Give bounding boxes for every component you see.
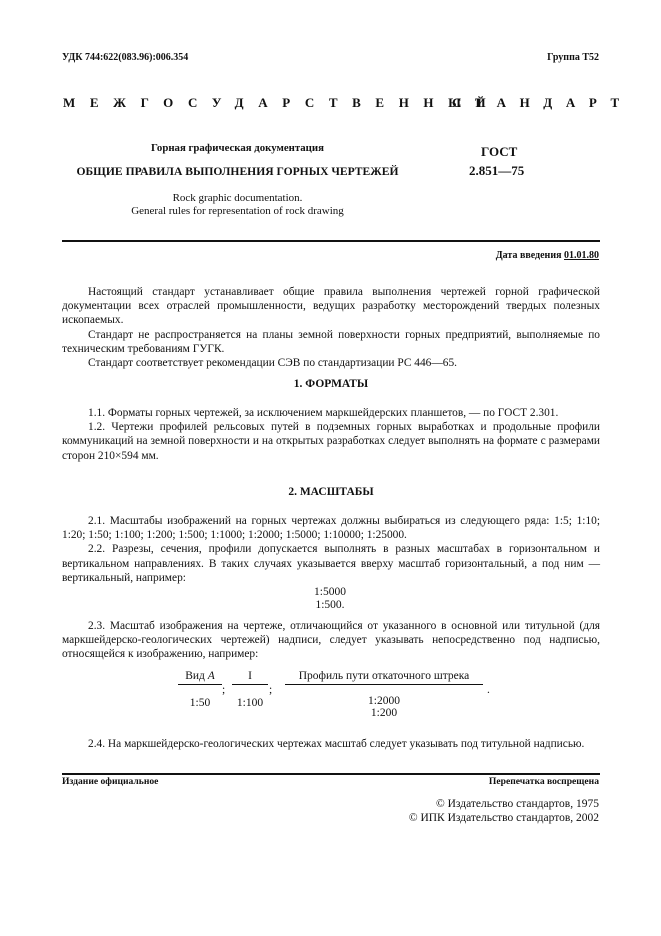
example-profile [285,670,483,719]
example-view-a [178,670,222,709]
preamble [62,285,600,370]
separator-2: ; [269,684,273,696]
example-section-i-scale: 1:100 [236,697,264,709]
example-view-a-scale: 1:50 [189,697,211,709]
introduction-date [496,250,599,261]
document-subtitle: Горная графическая документация [151,142,324,154]
example-scale-bottom: 1:500. [315,599,345,611]
example-profile-scale-2: 1:200 [370,707,398,719]
section-2-body-c [62,737,600,751]
copyright-2002: © ИПК Издательство стандартов, 2002 [408,812,599,824]
example-end-period: . [487,684,490,696]
section-1-heading: 1. ФОРМАТЫ [293,378,369,390]
clause-1-2: 1.2. Чертежи профилей рельсовых путей в подземных горных выработках и продольные профили коммуникаций на земной поверхности и на открытых разработках следует выполнять на формате с размерами сторон 210×594 мм. [62,421,600,462]
clause-2-1: 2.1. Масштабы изображений на горных чертежах должны выбираться из следующего ряда: 1:5; 1:10; 1:20; 1:50; 1:100; 1:200; 1:500; 1:1000; 1:2000; 1:5000; 1:10000; 1:25000. [62,515,600,542]
introduction-date-value: 01.01.80 [564,250,599,261]
english-title-1: Rock graphic documentation. [172,192,303,204]
example-profile-label: Профиль пути откаточного штрека [285,670,483,685]
udk-code: УДК 744:622(083.96):006.354 [62,52,189,63]
clause-2-3: 2.3. Масштаб изображения на чертеже, отличающийся от указанного в основной или титульной (для маркшейдерско-геологических чертежей) надписи, следует указывать непосредственно под надписью, относящейся к изображению, например: [62,620,600,661]
group-code: Группа Т52 [547,52,599,63]
preamble-paragraph-1: Настоящий стандарт устанавливает общие правила выполнения чертежей горной графической документации всех отраслей промышленности, ведущих разработку месторождений твердых полезных ископаемых. [62,286,600,327]
banner-left: МЕЖГОСУДАРСТВЕННЫЙ [63,95,501,110]
reprint-prohibited: Перепечатка воспрещена [488,776,599,787]
copyright-1975: © Издательство стандартов, 1975 [435,798,599,810]
gost-label: ГОСТ [481,144,518,159]
example-profile-scale-1: 1:2000 [368,695,400,707]
introduction-date-label: Дата введения [495,250,562,261]
banner-right: СТАНДАРТ [452,95,633,110]
separator-1: ; [222,684,226,696]
example-section-i [232,670,268,709]
clause-2-4: 2.4. На маркшейдерско-геологических чертежах масштаб следует указывать под титульной надписью. [88,738,585,750]
footer-rule [62,773,600,775]
clause-2-2: 2.2. Разрезы, сечения, профили допускается выполнять в разных масштабах в горизонтальном и вертикальном направлениях. В таких случаях указывается вверху масштаб горизонтальный, а под ним — вертикальный, например: [62,543,600,584]
example-view-a-label: Вид А [178,670,222,685]
preamble-paragraph-3: Стандарт соответствует рекомендации СЭВ по стандартизации РС 446—65. [88,357,457,370]
section-2-body-b [62,619,600,662]
preamble-paragraph-2: Стандарт не распространяется на планы земной поверхности горных предприятий, выполняемые по техническим требованиям ГУГК. [62,328,600,355]
clause-1-1: 1.1. Форматы горных чертежей, за исключением маркшейдерских планшетов, — по ГОСТ 2.301. [88,407,559,419]
section-2-body-a [62,514,600,585]
gost-number: 2.851—75 [469,163,525,178]
english-title-2: General rules for representation of rock drawing [131,205,344,217]
title-rule [62,240,600,242]
example-section-i-label: I [232,670,268,685]
section-1-body [62,406,600,463]
example-scale-top: 1:5000 [314,586,346,598]
document-title: ОБЩИЕ ПРАВИЛА ВЫПОЛНЕНИЯ ГОРНЫХ ЧЕРТЕЖЕЙ [76,165,399,178]
section-2-heading: 2. МАСШТАБЫ [288,486,374,498]
official-edition: Издание официальное [62,776,159,787]
